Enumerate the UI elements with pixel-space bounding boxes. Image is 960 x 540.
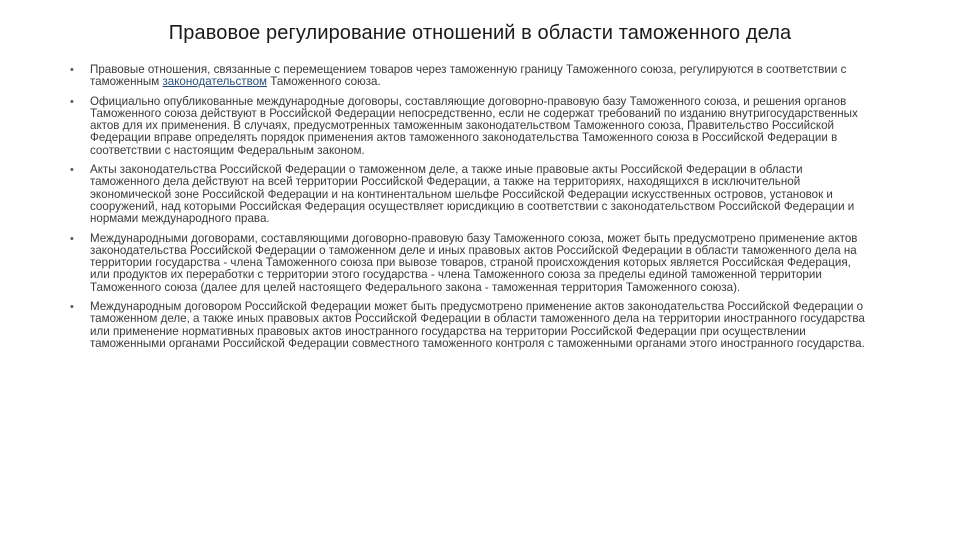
bullet-icon: •	[70, 232, 74, 245]
item-text: Международными договорами, составляющими договорно-правовую базу Таможенного союза, может быть предусмотрено применение актов законодательства Российской Федерации о таможенном деле и иных правовых актов Российской Федерации в области таможенного дела на территории государства - члена Таможенного союза при вывозе товаров, страной происхождения которых является Российская Федерация, или продуктов их переработки с территории этого государства - члена Таможенного союза за пределы единой таможенной территории Таможенного союза (далее для целей настоящего Федерального закона - таможенная территория Таможенного союза).	[90, 231, 858, 294]
bullet-icon: •	[70, 95, 74, 108]
item-text: Акты законодательства Российской Федерации о таможенном деле, а также иные правовые акты Российской Федерации в области таможенного дела действуют на всей территории Российской Федерации, а также на территориях, находящихся в исключительной экономической зоне Российской Федерации и на континентальном шельфе Российской Федерации искусственных островов, установок и сооружений, над которыми Российская Федерация осуществляет юрисдикцию в соответствии с законодательством Российской Федерации и нормами международного права.	[90, 163, 855, 226]
list-item	[70, 96, 870, 157]
item-text-after-link: Таможенного союза.	[267, 75, 381, 89]
slide-title: Правовое регулирование отношений в области таможенного дела	[168, 22, 792, 44]
bullet-list	[70, 64, 870, 357]
legislation-link[interactable]: законодательством	[162, 75, 268, 89]
list-item	[70, 233, 870, 294]
bullet-icon: •	[70, 164, 74, 177]
item-text: Официально опубликованные международные договоры, составляющие договорно-правовую базу Таможенного союза, и решения органов Таможенного союза действуют в Российской Федерации непосредственно, если не содержат требований по изданию внутригосударственных актов для их применения. В случаях, предусмотренных таможенным законодательством Таможенного союза, Правительство Российской Федерации вправе определять порядок применения актов таможенного законодательства Таможенного союза в Российской Федерации в соответствии с настоящим Федеральным законом.	[90, 94, 858, 157]
item-text-before-link: Правовые отношения, связанные с перемещением товаров через таможенную границу Таможенного союза, регулируются в соответствии с таможенным	[90, 63, 847, 89]
item-text: Международным договором Российской Федерации может быть предусмотрено применение актов законодательства Российской Федерации о таможенном деле, а также иных правовых актов Российской Федерации в области таможенного дела на территории иностранного государства или применение нормативных правовых актов иностранного государства на территории Российской Федерации при осуществлении таможенными органами Российской Федерации совместного таможенного контроля с таможенными органами этого иностранного государства.	[90, 300, 865, 350]
list-item	[70, 64, 870, 89]
bullet-icon: •	[70, 64, 74, 76]
list-item	[70, 164, 870, 225]
list-item	[70, 301, 870, 350]
bullet-icon: •	[70, 301, 74, 314]
